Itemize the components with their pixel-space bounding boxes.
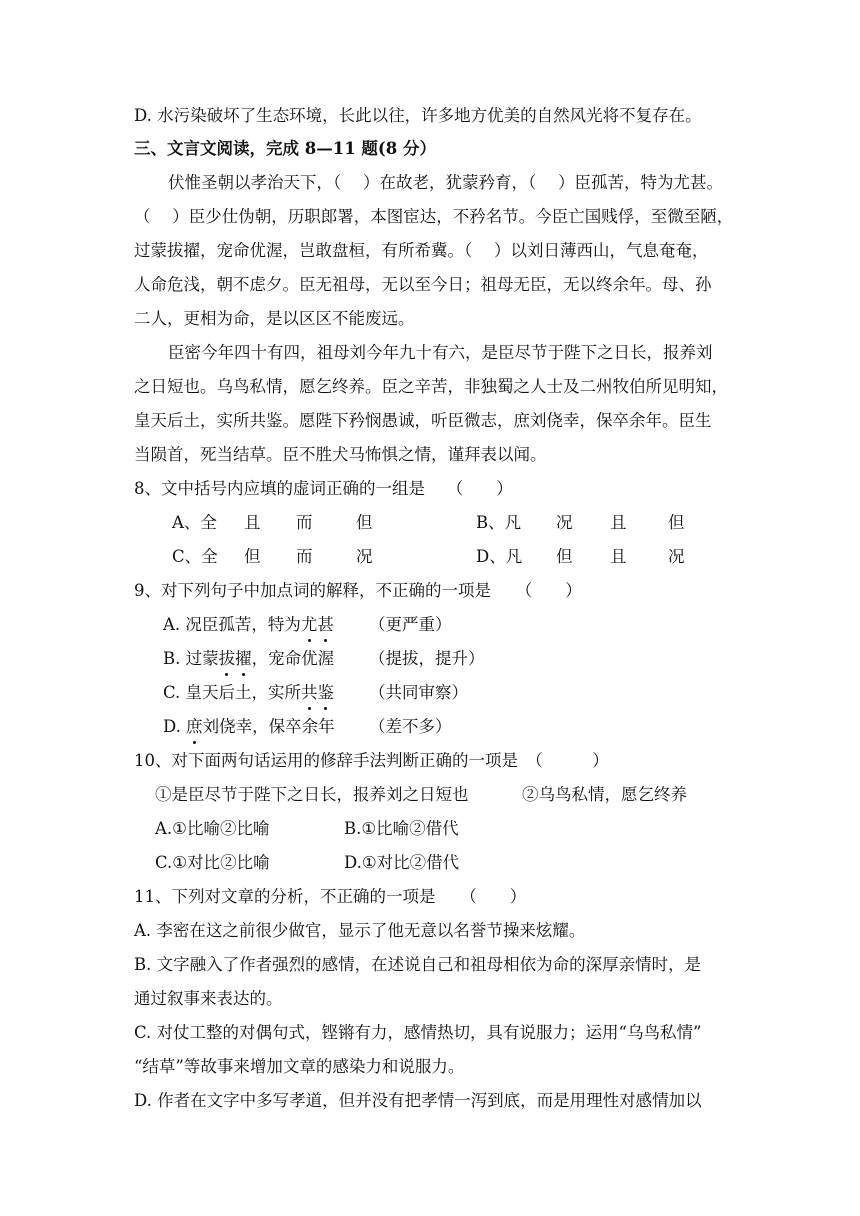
question-11-stem: 11、下列对文章的分析，不正确的一项是 （ ） bbox=[134, 887, 527, 906]
q10-options-cd: C.①对比②比喻 D.①对比②借代 bbox=[155, 853, 460, 872]
passage-line: 之日短也。乌鸟私情，愿乞终养。臣之辛苦，非独蜀之人士及二州牧伯所见明知， bbox=[134, 377, 728, 396]
question-10-stem: 10、对下面两句话运用的修辞手法判断正确的一项是 （ ） bbox=[134, 751, 609, 770]
passage-line: 二人，更相为命，是以区区不能废远。 bbox=[134, 309, 415, 328]
q8-option-d: D、凡 但 且 况 bbox=[476, 547, 685, 566]
q9-option-d: D. 庶刘侥幸，保卒余年 （差不多） bbox=[163, 717, 452, 736]
passage-line: （ ）臣少仕伪朝，历职郎署，本图宦达，不矜名节。今臣亡国贱俘，至微至陋， bbox=[134, 207, 734, 226]
passage-line: 当陨首，死当结草。臣不胜犬马怖惧之情，谨拜表以闻。 bbox=[134, 445, 547, 464]
passage-line: 过蒙拔擢，宠命优渥，岂敢盘桓，有所希冀。（ ）以刘日薄西山，气息奄奄， bbox=[134, 241, 709, 260]
section-title: 三、文言文阅读，完成 8—11 题(8 分） bbox=[134, 139, 436, 158]
q9-option-c: C. 皇天后土，实所共鉴 （共同审察） bbox=[163, 683, 468, 702]
passage-line: 皇天后土，实所共鉴。愿陛下矜悯愚诚，听臣微志，庶刘侥幸，保卒余年。臣生 bbox=[134, 411, 712, 430]
dotted-word bbox=[301, 615, 334, 634]
q11-option-b-line2: 通过叙事来表达的。 bbox=[134, 989, 283, 1008]
dotted-word bbox=[186, 717, 203, 736]
q11-option-c-line1: C. 对仗工整的对偶句式，铿锵有力，感情热切，具有说服力；运用“乌鸟私情” bbox=[134, 1023, 702, 1042]
dotted-char: 鉴 bbox=[317, 683, 335, 702]
q11-option-b-line1: B. 文字融入了作者强烈的感情，在述说自己和祖母相依为命的深厚亲情时，是 bbox=[134, 955, 702, 974]
question-8-stem: 8、文中括号内应填的虚词正确的一组是 （ ） bbox=[134, 479, 513, 498]
q10-options-ab: A.①比喻②比喻 B.①比喻②借代 bbox=[155, 819, 459, 838]
q8-option-c: C、全 但 而 况 bbox=[172, 547, 373, 566]
q10-sentences: ①是臣尽节于陛下之日长，报养刘之日短也 ②乌鸟私情，愿乞终养 bbox=[155, 785, 687, 804]
dotted-char: 拔 bbox=[218, 649, 236, 668]
q8-option-a: A、全 且 而 但 bbox=[172, 513, 373, 532]
q8-option-b: B、凡 况 且 但 bbox=[476, 513, 685, 532]
passage-line: 臣密今年四十有四，祖母刘今年九十有六，是臣尽节于陛下之日长，报养刘 bbox=[168, 343, 713, 362]
option-d-line: D. 水污染破坏了生态环境，长此以往，许多地方优美的自然风光将不复存在。 bbox=[134, 106, 702, 125]
dotted-char: 庶 bbox=[186, 717, 203, 736]
dotted-char: 尤 bbox=[300, 615, 318, 634]
dotted-char: 共 bbox=[301, 683, 318, 702]
question-9-stem: 9、对下列句子中加点词的解释，不正确的一项是 （ ） bbox=[134, 581, 582, 600]
q11-option-a: A. 李密在这之前很少做官，显示了他无意以名誉节操来炫耀。 bbox=[134, 921, 586, 940]
q9-option-b: B. 过蒙拔擢，宠命优渥 （提拔，提升） bbox=[163, 649, 485, 668]
passage-line: 伏惟圣朝以孝治天下，（ ）在故老，犹蒙矜育，（ ）臣孤苦，特为尤甚。 bbox=[168, 173, 723, 192]
dotted-word bbox=[219, 649, 252, 668]
dotted-char: 擢 bbox=[235, 649, 252, 668]
q9-option-a: A. 况臣孤苦，特为尤甚 （更严重） bbox=[163, 615, 452, 634]
dotted-char: 甚 bbox=[317, 615, 334, 634]
q11-option-c-line2: “结草”等故事来增加文章的感染力和说服力。 bbox=[134, 1057, 465, 1076]
passage-line: 人命危浅，朝不虑夕。臣无祖母，无以至今日；祖母无臣，无以终余年。母、孙 bbox=[134, 275, 712, 294]
q11-option-d-line1: D. 作者在文字中多写孝道，但并没有把孝情一泻到底，而是用理性对感情加以 bbox=[134, 1091, 702, 1110]
dotted-word bbox=[301, 683, 334, 702]
